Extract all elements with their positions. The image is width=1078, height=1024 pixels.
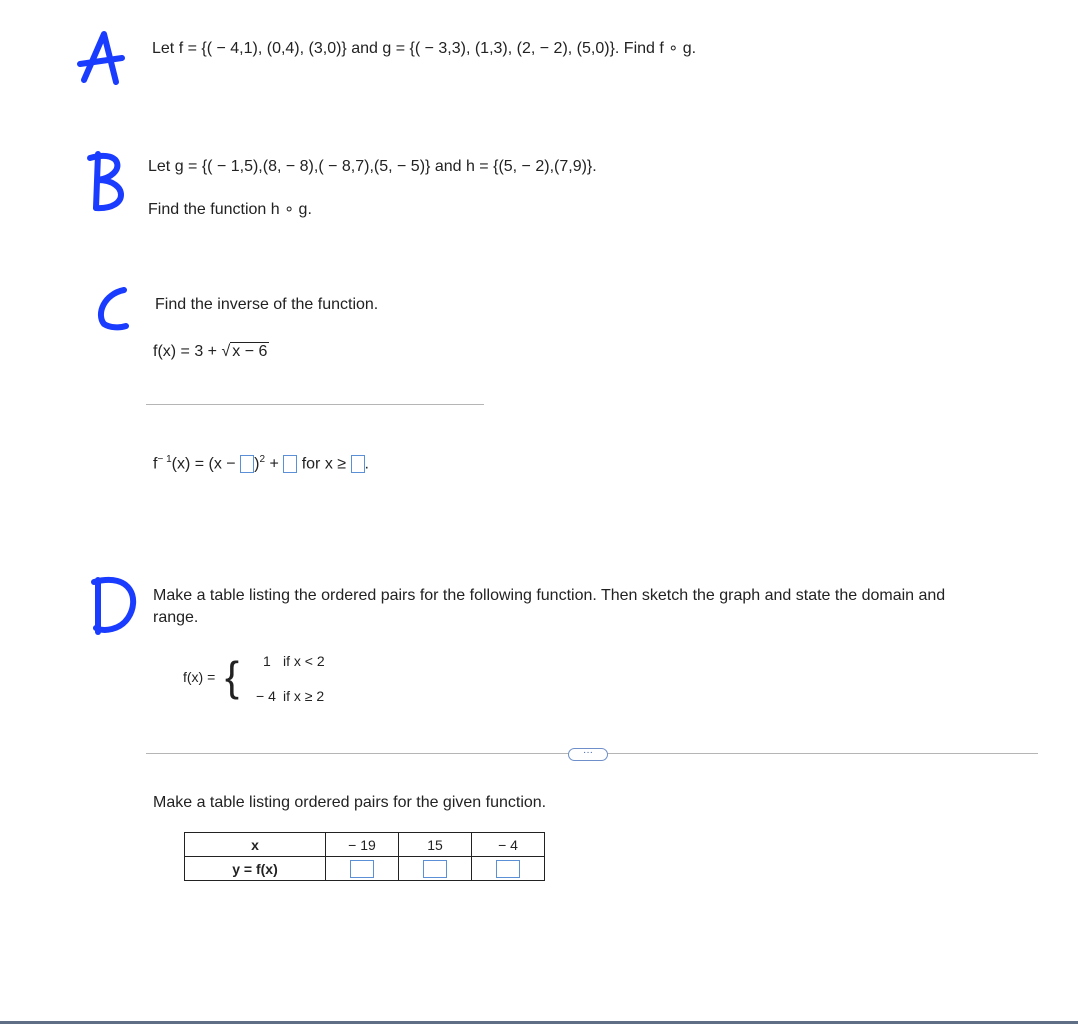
function-prefix: f(x) = 3 + bbox=[153, 343, 222, 360]
part-c-instruction: Find the inverse of the function. bbox=[155, 296, 379, 313]
piecewise-function bbox=[183, 644, 383, 720]
inverse-square: 2 bbox=[259, 454, 265, 465]
part-c-function bbox=[153, 343, 269, 361]
x-value-2: 15 bbox=[399, 833, 472, 857]
case2-value: − 4 bbox=[256, 688, 276, 704]
inverse-constant-input[interactable] bbox=[283, 455, 297, 473]
part-a-problem: Let f = {( − 4,1), (0,4), (3,0)} and g = {( − 3,3), (1,3), (2, − 2), (5,0)}. Find f ∘ g. bbox=[152, 40, 697, 57]
case1-condition: if x < 2 bbox=[283, 653, 325, 669]
part-b-problem-line2: Find the function h ∘ g. bbox=[148, 201, 312, 218]
inverse-answer-line bbox=[153, 454, 369, 473]
part-b-problem-line1: Let g = {( − 1,5),(8, − 8),( − 8,7),(5, − 5)} and h = {(5, − 2),(7,9)}. bbox=[148, 158, 597, 175]
inverse-exponent: − 1 bbox=[157, 454, 172, 465]
case1-value: 1 bbox=[263, 653, 271, 669]
handwritten-b-marker bbox=[84, 148, 134, 218]
y-cell-2 bbox=[399, 857, 472, 881]
inverse-f: f bbox=[153, 455, 158, 473]
case2-condition: if x ≥ 2 bbox=[283, 688, 325, 704]
x-value-1: − 19 bbox=[326, 833, 399, 857]
y-input-1[interactable] bbox=[350, 860, 374, 878]
y-cell-3 bbox=[472, 857, 545, 881]
inverse-shift-input[interactable] bbox=[240, 455, 254, 473]
ordered-pairs-table bbox=[184, 832, 545, 881]
x-header: x bbox=[185, 833, 326, 857]
part-d-instruction-line1: Make a table listing the ordered pairs for the following function. Then sketch the graph and state the domain and bbox=[153, 587, 946, 604]
sqrt-symbol: √ bbox=[221, 343, 231, 360]
handwritten-a-marker bbox=[76, 28, 136, 88]
inverse-mid: (x) = (x − bbox=[171, 455, 236, 473]
table-prompt: Make a table listing ordered pairs for the given function. bbox=[153, 794, 547, 811]
inverse-end-period: . bbox=[364, 455, 369, 473]
piecewise-brace: { bbox=[225, 653, 240, 700]
table-row bbox=[185, 833, 545, 857]
y-input-2[interactable] bbox=[423, 860, 447, 878]
y-input-3[interactable] bbox=[496, 860, 520, 878]
y-header: y = f(x) bbox=[185, 857, 326, 881]
handwritten-c-marker bbox=[90, 284, 140, 334]
x-value-3: − 4 bbox=[472, 833, 545, 857]
divider bbox=[146, 404, 484, 405]
radicand: x − 6 bbox=[232, 343, 268, 360]
handwritten-d-marker bbox=[88, 570, 144, 640]
inverse-plus: + bbox=[265, 455, 279, 473]
inverse-domain-label: for x ≥ bbox=[297, 455, 347, 473]
piecewise-label: f(x) = bbox=[183, 669, 216, 685]
table-row bbox=[185, 857, 545, 881]
inverse-domain-input[interactable] bbox=[351, 455, 365, 473]
more-button[interactable]: ··· bbox=[568, 748, 608, 761]
y-cell-1 bbox=[326, 857, 399, 881]
inverse-close-paren: ) bbox=[254, 455, 260, 473]
part-d-instruction-line2: range. bbox=[153, 609, 199, 626]
